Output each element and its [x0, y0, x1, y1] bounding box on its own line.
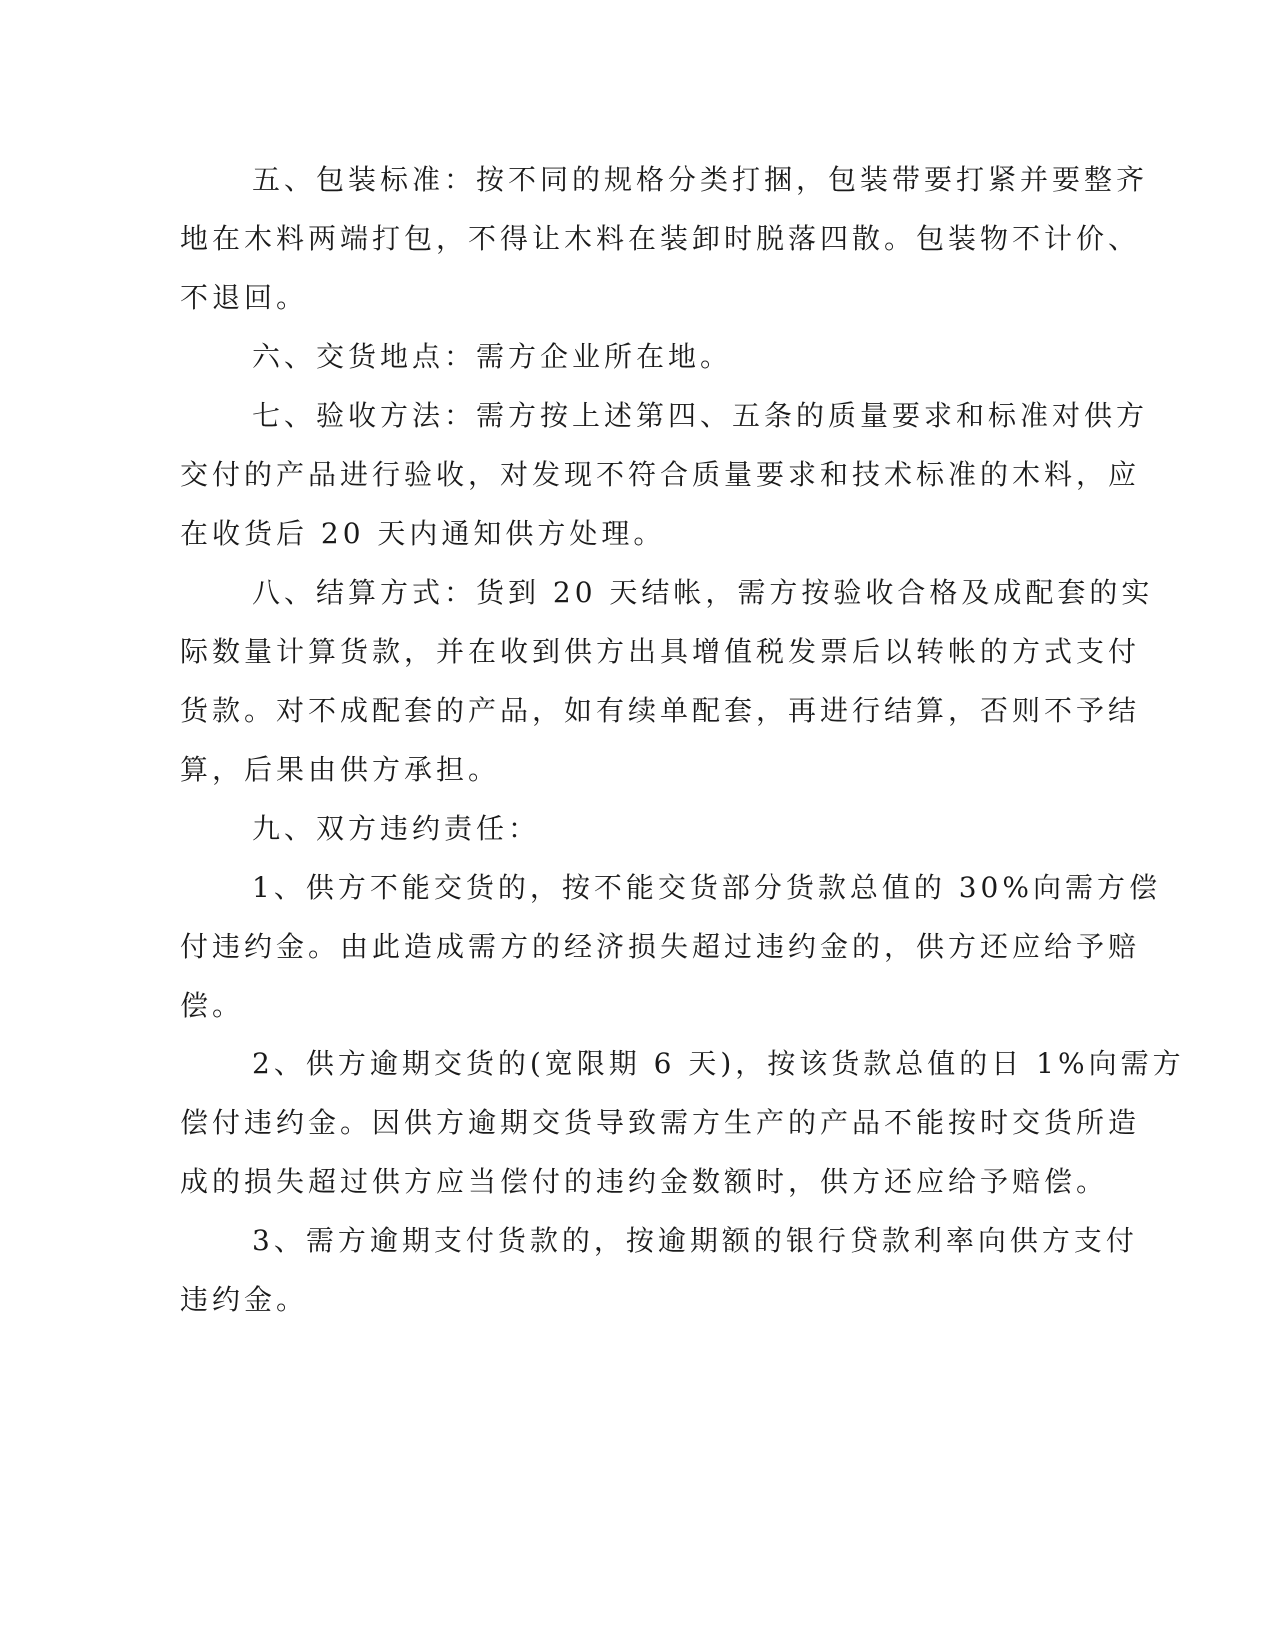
clause-9-item-1-line-1: 1、供方不能交货的，按不能交货部分货款总值的 30%向需方偿: [252, 871, 1161, 904]
clause-8-line-3: 货款。对不成配套的产品，如有续单配套，再进行结算，否则不予结: [180, 694, 1141, 727]
clause-7-line-3: 在收货后 20 天内通知供方处理。: [180, 517, 666, 550]
clause-5-line-1: 五、包装标准：按不同的规格分类打捆，包装带要打紧并要整齐: [252, 163, 1149, 196]
clause-6-line-1: 六、交货地点：需方企业所在地。: [252, 340, 733, 373]
clause-9-item-3-line-2: 违约金。: [180, 1283, 309, 1316]
clause-9-item-2-line-3: 成的损失超过供方应当偿付的违约金数额时，供方还应给予赔偿。: [180, 1165, 1109, 1198]
clause-9-item-2-line-1: 2、供方逾期交货的(宽限期 6 天)，按该货款总值的日 1%向需方: [252, 1047, 1185, 1080]
clause-9-item-2-line-2: 偿付违约金。因供方逾期交货导致需方生产的产品不能按时交货所造: [180, 1106, 1141, 1139]
clause-5-line-2: 地在木料两端打包，不得让木料在装卸时脱落四散。包装物不计价、: [180, 222, 1141, 255]
clause-7-line-2: 交付的产品进行验收，对发现不符合质量要求和技术标准的木料，应: [180, 458, 1141, 491]
clause-9-item-3-line-1: 3、需方逾期支付货款的，按逾期额的银行贷款利率向供方支付: [252, 1224, 1138, 1257]
clause-9-item-1-line-2: 付违约金。由此造成需方的经济损失超过违约金的，供方还应给予赔: [180, 930, 1141, 963]
clause-8-line-1: 八、结算方式：货到 20 天结帐，需方按验收合格及成配套的实: [252, 576, 1154, 609]
clause-9-item-1-line-3: 偿。: [180, 989, 245, 1022]
clause-7-line-1: 七、验收方法：需方按上述第四、五条的质量要求和标准对供方: [252, 399, 1149, 432]
clause-9-heading: 九、双方违约责任：: [252, 812, 541, 845]
clause-8-line-2: 际数量计算货款，并在收到供方出具增值税发票后以转帐的方式支付: [180, 635, 1141, 668]
clause-5-line-3: 不退回。: [180, 281, 309, 314]
clause-8-line-4: 算，后果由供方承担。: [180, 753, 501, 786]
